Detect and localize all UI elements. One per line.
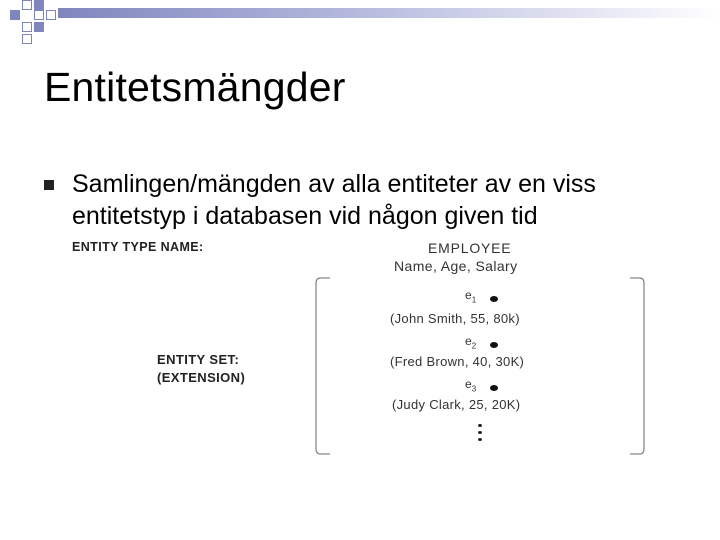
- ellipsis-dot: [478, 424, 482, 427]
- decor-square: [34, 10, 44, 20]
- slide-title: Entitetsmängder: [44, 64, 346, 110]
- entity-type-name: EMPLOYEE: [428, 240, 512, 256]
- entity-values: (Judy Clark, 25, 20K): [392, 397, 521, 412]
- ellipsis-dot: [478, 431, 482, 434]
- header-gradient-bar: [58, 8, 720, 18]
- entity-set-extension-label: (EXTENSION): [157, 370, 246, 385]
- decor-square: [10, 10, 20, 20]
- entity-dot: [490, 296, 498, 302]
- left-bracket: [312, 276, 332, 456]
- entity-label: $e_2$: [465, 334, 477, 351]
- decor-square: [22, 34, 32, 44]
- entity-label: $e_3$: [465, 377, 477, 394]
- entity-type-name-label: ENTITY TYPE NAME:: [72, 240, 204, 254]
- bullet-square-icon: [44, 180, 54, 190]
- decor-square: [46, 10, 56, 20]
- entity-set-label: ENTITY SET:: [157, 352, 240, 367]
- entity-dot: [490, 342, 498, 348]
- entity-values: (John Smith, 55, 80k): [390, 311, 520, 326]
- entity-dot: [490, 385, 498, 391]
- decor-square: [22, 0, 32, 10]
- entity-values: (Fred Brown, 40, 30K): [390, 354, 525, 369]
- decor-square: [22, 22, 32, 32]
- ellipsis-dot: [478, 438, 482, 441]
- decor-square: [34, 0, 44, 10]
- entity-attributes: Name, Age, Salary: [394, 258, 518, 274]
- right-bracket: [628, 276, 648, 456]
- decor-square: [34, 22, 44, 32]
- bullet-text: Samlingen/mängden av alla entiteter av en viss entitetstyp i databasen vid någon given tid: [72, 170, 596, 230]
- entity-label: $e_1$: [465, 288, 477, 305]
